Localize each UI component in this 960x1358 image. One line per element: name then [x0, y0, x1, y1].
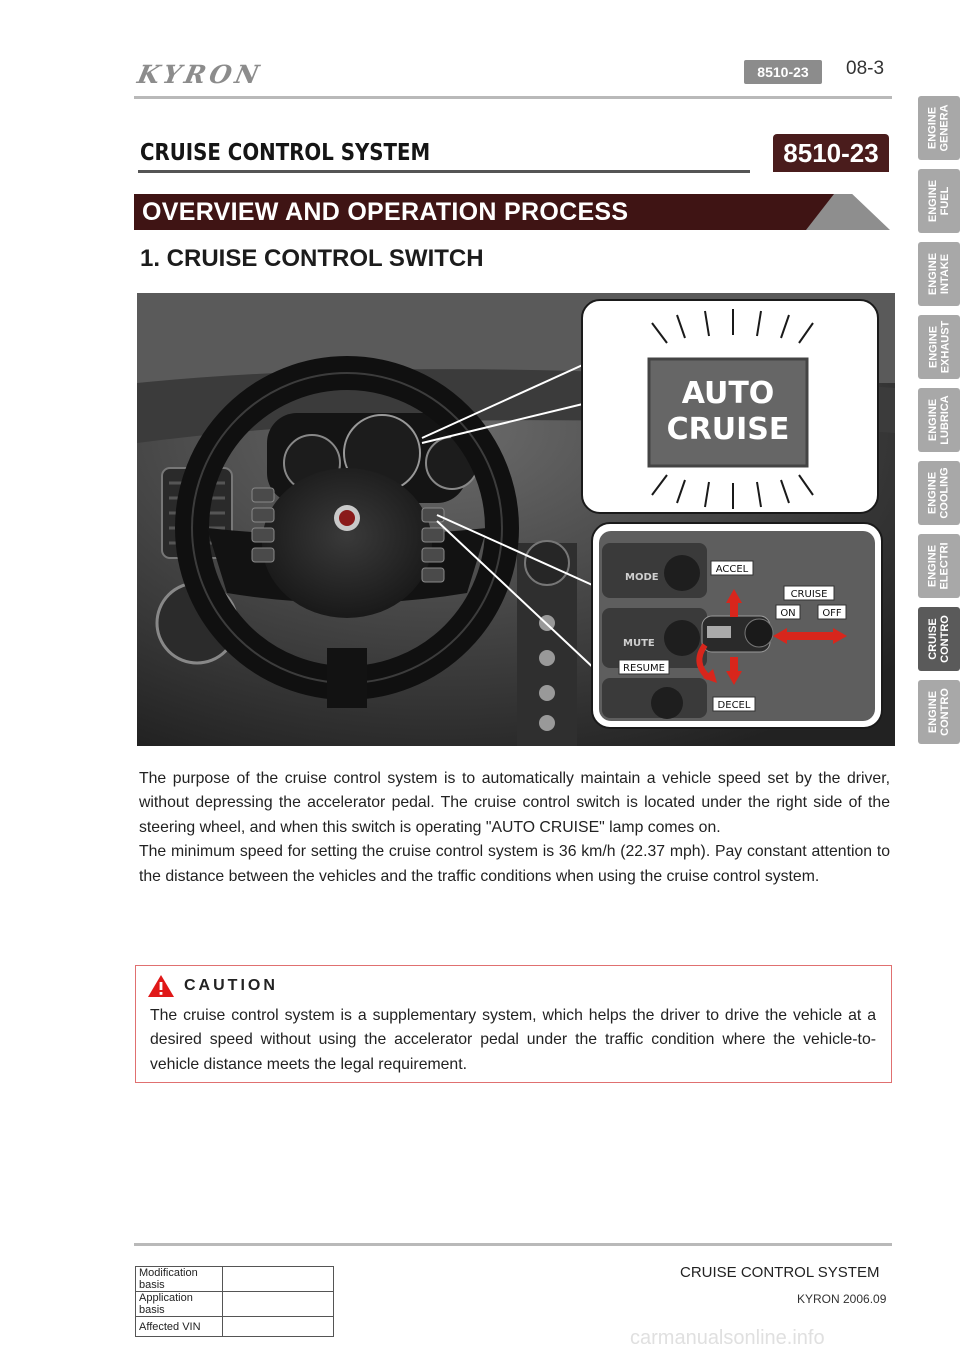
tab-cruise-control[interactable]: CRUISE CONTRO: [918, 607, 960, 671]
tab-engine-control[interactable]: ENGINE CONTRO: [918, 680, 960, 744]
body-paragraph-1: The purpose of the cruise control system is to automatically maintain a vehicle speed set by the driver, without depressing the accelerator pedal. The cruise control switch is located under the right side of the steering wheel, and when this switch is operating "AUTO CRUISE" lamp comes on.: [139, 770, 890, 836]
table-cell-value: [223, 1317, 334, 1337]
table-cell-value: [223, 1267, 334, 1292]
mode-label: MODE: [625, 572, 659, 583]
title-code-badge: 8510-23: [773, 134, 889, 172]
footer-date: KYRON 2006.09: [797, 1292, 887, 1306]
page-number: 08-3: [846, 58, 885, 79]
tab-engine-lubrication[interactable]: ENGINE LUBRICA: [918, 388, 960, 452]
caution-title: CAUTION: [184, 977, 278, 994]
mute-label: MUTE: [623, 638, 655, 649]
cruise-label: CRUISE: [790, 589, 828, 600]
decel-label: DECEL: [717, 700, 751, 711]
steering-wheel-figure: [137, 293, 895, 746]
header-code-badge: 8510-23: [744, 60, 822, 84]
lamp-text-line1: AUTO: [681, 376, 775, 411]
accel-label: ACCEL: [715, 564, 749, 575]
table-row: [136, 1267, 334, 1292]
body-paragraph-2: The minimum speed for setting the cruise control system is 36 km/h (22.37 mph). Pay constant attention to the distance between the vehicles and the traffic conditions when using the cruise control system.: [139, 843, 890, 885]
table-row: [136, 1292, 334, 1317]
page-title: CRUISE CONTROL SYSTEM: [140, 140, 431, 166]
off-label: OFF: [822, 608, 842, 619]
section-heading: 1. CRUISE CONTROL SWITCH: [140, 245, 484, 272]
header-divider: [134, 96, 892, 99]
revision-table: [135, 1266, 334, 1337]
table-cell-value: [223, 1292, 334, 1317]
table-cell-label: Modification basis: [136, 1267, 223, 1292]
table-cell-label: Application basis: [136, 1292, 223, 1317]
lamp-text-line2: CRUISE: [666, 412, 790, 447]
table-row: [136, 1317, 334, 1337]
tab-engine-intake[interactable]: ENGINE INTAKE: [918, 242, 960, 306]
footer-divider: [134, 1243, 892, 1246]
tab-engine-fuel[interactable]: ENGINE FUEL: [918, 169, 960, 233]
resume-label: RESUME: [623, 663, 665, 674]
tab-engine-general[interactable]: ENGINE GENERA: [918, 96, 960, 160]
footer-title: CRUISE CONTROL SYSTEM: [680, 1264, 880, 1281]
warning-triangle-icon: [147, 974, 175, 998]
caution-text: The cruise control system is a supplementary system, which helps the driver to drive the vehicle at a desired speed without using the accelerator pedal under the traffic condition where the vehicle-to-vehicle distance meets the legal requirement.: [150, 1007, 876, 1073]
tab-engine-exhaust[interactable]: ENGINE EXHAUST: [918, 315, 960, 379]
table-cell-label: Affected VIN: [136, 1317, 223, 1337]
watermark-text: carmanualsonline.info: [630, 1327, 825, 1349]
tab-engine-electrical[interactable]: ENGINE ELECTRI: [918, 534, 960, 598]
figure-illustration: [137, 293, 895, 746]
section-banner-text: OVERVIEW AND OPERATION PROCESS: [142, 198, 629, 226]
body-text: [139, 767, 890, 889]
brand-logo: KYRON: [134, 60, 266, 89]
title-underline: [138, 170, 750, 173]
tab-engine-cooling[interactable]: ENGINE COOLING: [918, 461, 960, 525]
on-label: ON: [780, 608, 796, 619]
